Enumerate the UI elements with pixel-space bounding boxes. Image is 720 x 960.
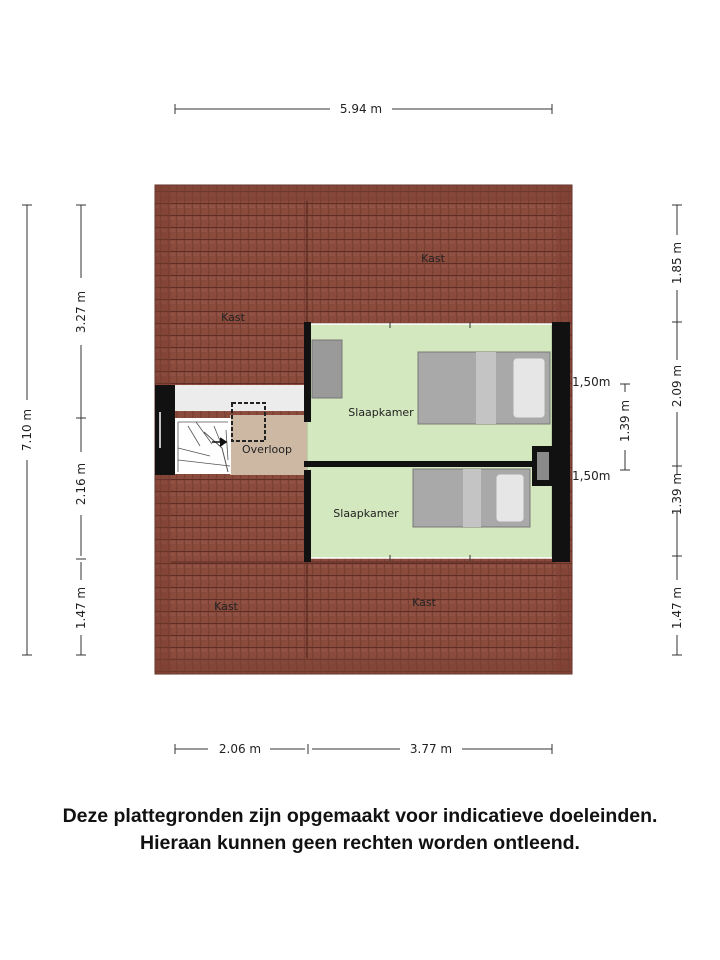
wall — [304, 322, 311, 422]
desk — [312, 340, 342, 398]
room-label-slaapkamer-lower: Slaapkamer — [333, 507, 399, 520]
room-label-kast-left: Kast — [221, 311, 245, 324]
disclaimer-line-2: Hieraan kunnen geen rechten worden ontleend. — [140, 832, 580, 854]
bed-lower-cover — [463, 469, 481, 527]
dimension-bottom-left: 2.06 m — [218, 742, 262, 756]
room-label-kast-bottom-right: Kast — [412, 596, 436, 609]
roof-edge-top — [155, 185, 572, 201]
room-label-overloop: Overloop — [242, 443, 292, 456]
bed-width-upper: 1,50m — [572, 375, 611, 389]
pillow-upper — [513, 358, 545, 418]
bed-width-lower: 1,50m — [572, 469, 611, 483]
wall — [552, 322, 570, 562]
stair-area — [175, 418, 231, 474]
pillow-lower — [496, 474, 524, 522]
bed-upper-cover — [476, 352, 496, 424]
dimension-right-upper: 1.85 m — [670, 241, 684, 285]
dimension-left-middle: 2.16 m — [74, 462, 88, 506]
wall — [155, 385, 175, 475]
wall — [304, 470, 311, 562]
dimension-bottom-right: 3.77 m — [409, 742, 453, 756]
cabinet-inner — [537, 452, 549, 480]
wall — [304, 461, 532, 467]
dimension-inner-right: 1.39 m — [618, 399, 632, 443]
dimension-left-total: 7.10 m — [20, 408, 34, 452]
dimension-right-middle: 2.09 m — [670, 364, 684, 408]
dimension-right-lower-mid: 1.39 m — [670, 472, 684, 516]
room-label-kast-bottom-left: Kast — [214, 600, 238, 613]
dimension-top-width: 5.94 m — [339, 102, 383, 116]
room-label-slaapkamer-upper: Slaapkamer — [348, 406, 414, 419]
roof-edge-bottom — [155, 658, 572, 674]
room-label-kast-top: Kast — [421, 252, 445, 265]
dimension-right-lower: 1.47 m — [670, 586, 684, 630]
stair-top-strip — [175, 385, 305, 411]
disclaimer-line-1: Deze plattegronden zijn opgemaakt voor indicatieve doeleinden. — [62, 805, 658, 827]
dimension-left-lower: 1.47 m — [74, 586, 88, 630]
dimension-left-upper: 3.27 m — [74, 290, 88, 334]
